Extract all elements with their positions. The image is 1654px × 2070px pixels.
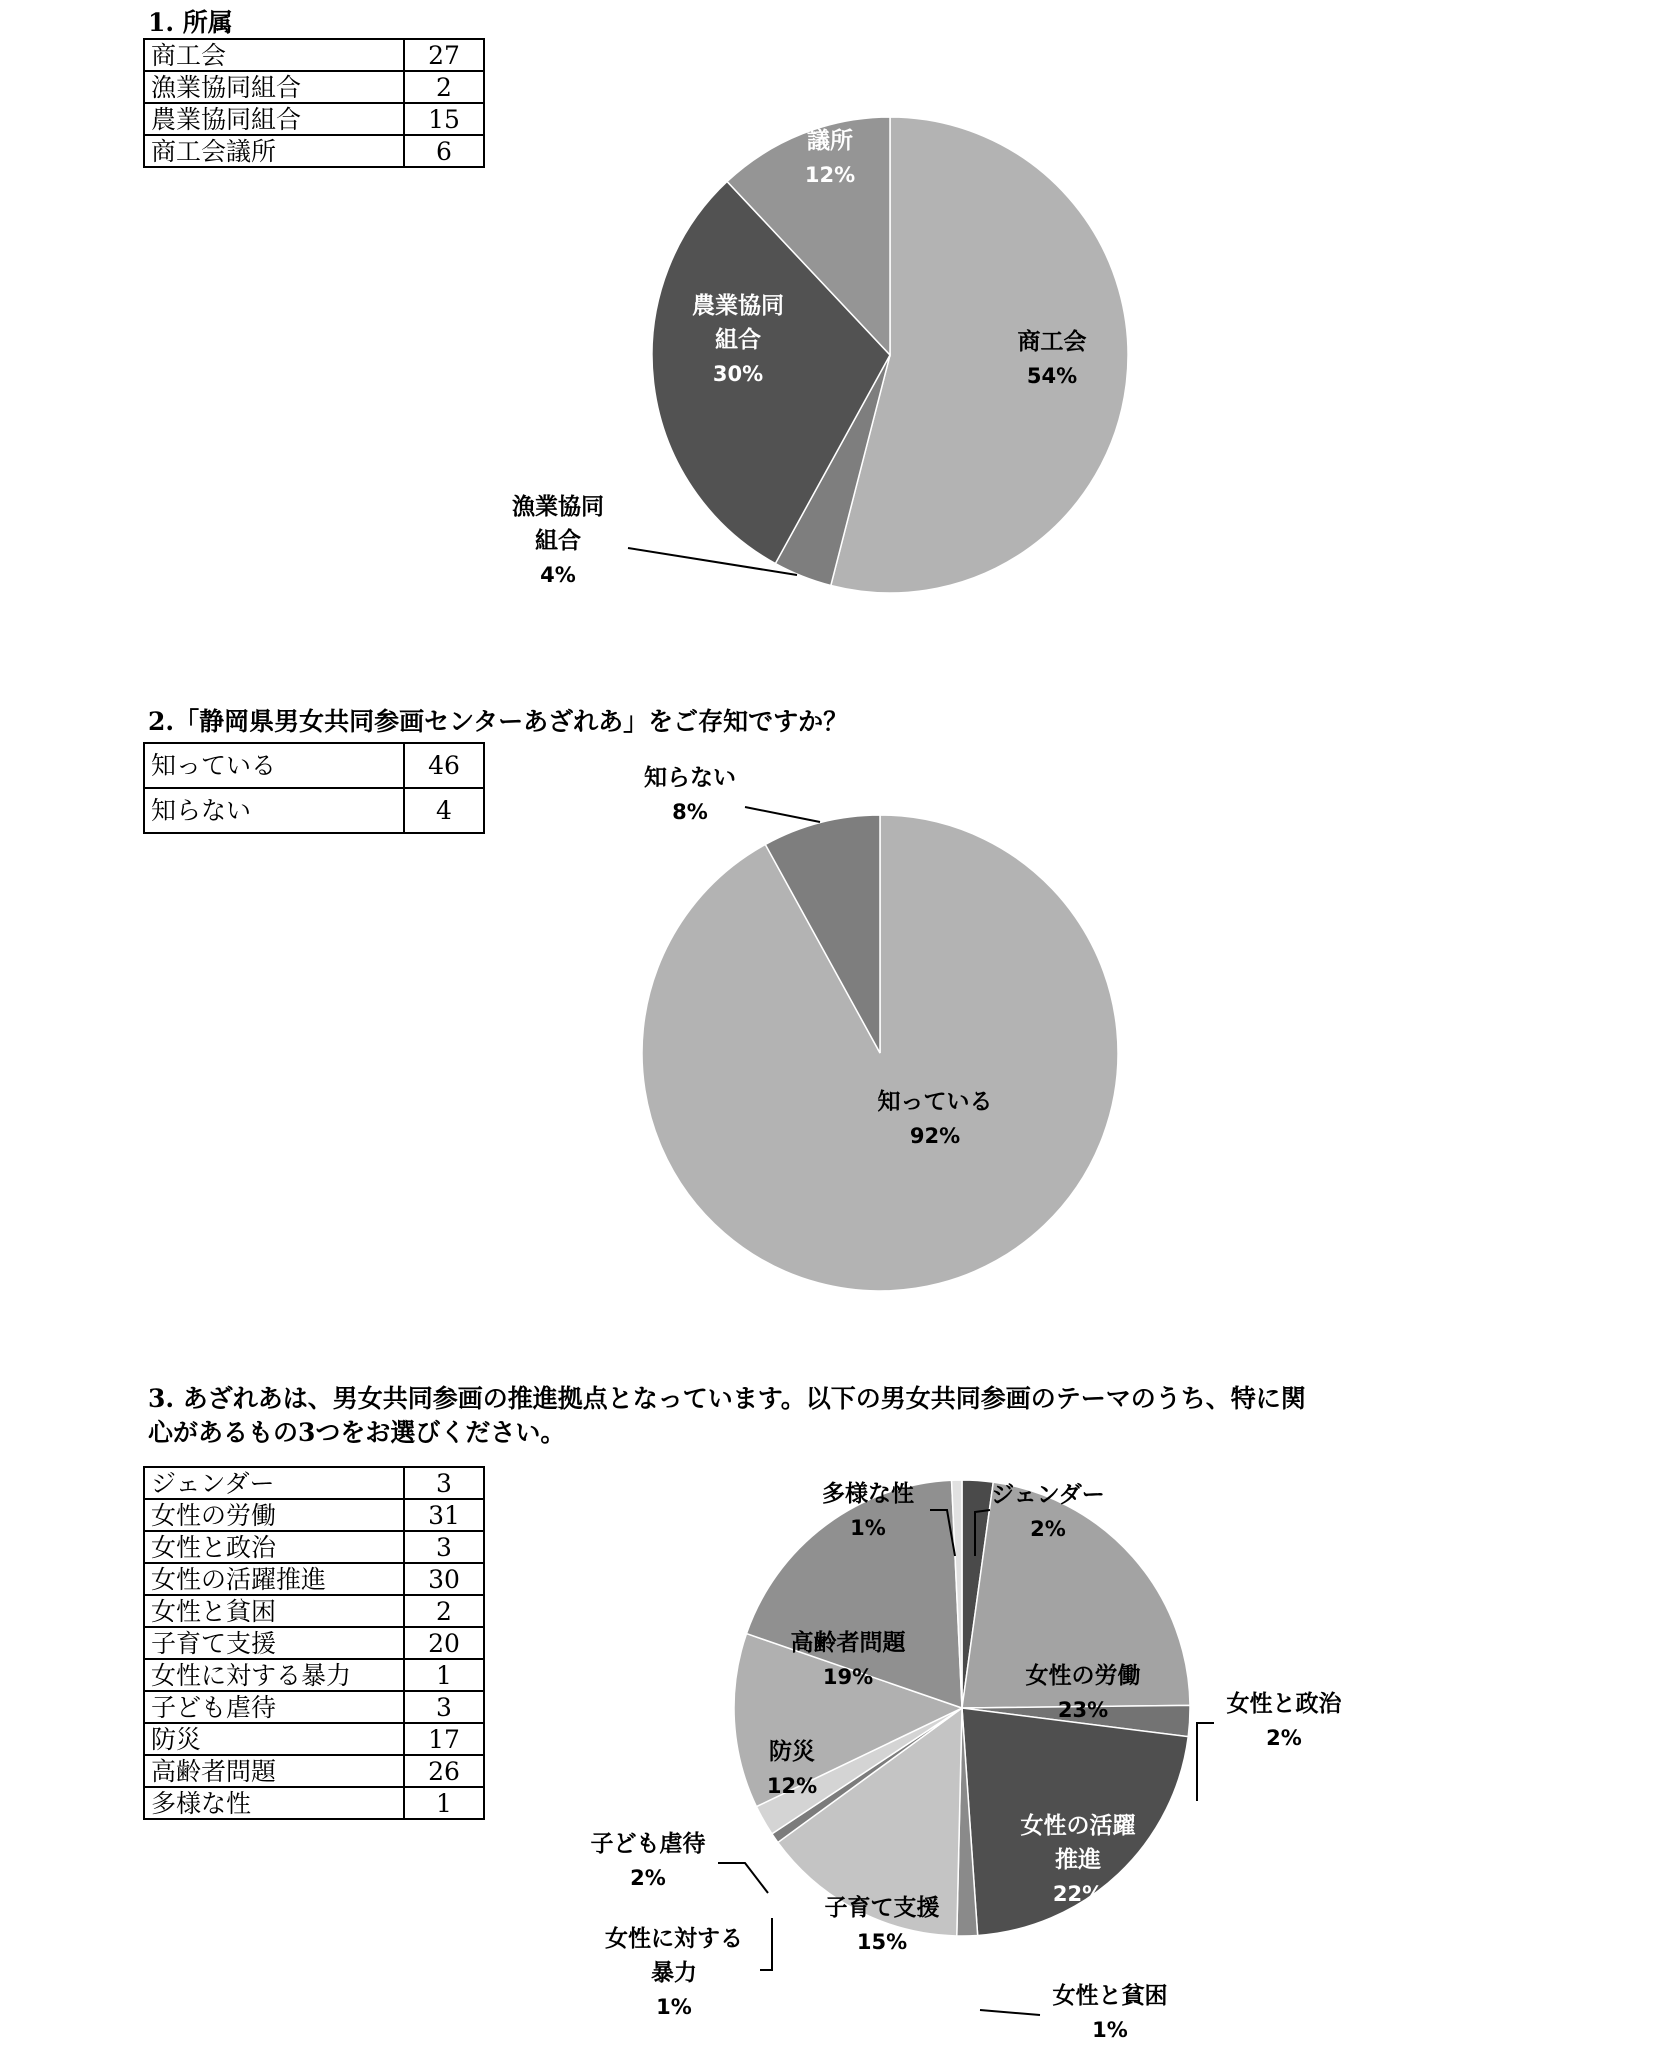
- section-2-heading: 2.「静岡県男女共同参画センターあざれあ」をご存知ですか？: [148, 707, 849, 736]
- table-cell-value: 3: [404, 1691, 484, 1723]
- table-cell-label: 女性と貧困: [144, 1595, 404, 1627]
- slice-label-line: 知らない: [644, 765, 736, 791]
- slice-percent: 1%: [850, 1516, 886, 1540]
- slice-label-line: 推進: [1055, 1847, 1101, 1873]
- table-cell-value: 30: [404, 1563, 484, 1595]
- pie-chart-2: [642, 765, 1118, 1291]
- slice-label: [1227, 1690, 1343, 1750]
- leader-line: [718, 1863, 768, 1893]
- section-3-heading-line2: 心があるもの3つをお選びください。: [148, 1418, 566, 1447]
- slice-percent: 4%: [540, 563, 576, 587]
- table-cell-label: 女性と政治: [144, 1531, 404, 1563]
- slice-label-line: 議所: [807, 128, 853, 154]
- slice-label-line: 女性と政治: [1226, 1691, 1342, 1717]
- slice-percent: 1%: [656, 1995, 692, 2019]
- slice-label-line: 女性の労働: [1025, 1663, 1141, 1689]
- slice-label-line: 農業協同: [692, 293, 784, 319]
- slice-label: [512, 493, 604, 587]
- slice-label-line: 漁業協同: [512, 494, 604, 520]
- table-cell-label: 女性の労働: [144, 1499, 404, 1531]
- slice-label-line: 組合: [715, 327, 761, 353]
- slice-label-line: 女性と貧困: [1052, 1983, 1168, 2009]
- slice-percent: 12%: [804, 163, 856, 187]
- table-cell-label: 農業協同組合: [144, 103, 404, 135]
- table-cell-label: 女性に対する暴力: [144, 1659, 404, 1691]
- slice-percent: 1%: [1092, 2018, 1128, 2042]
- table-cell-value: 17: [404, 1723, 484, 1755]
- table-cell-value: 31: [404, 1499, 484, 1531]
- table-cell-label: ジェンダー: [144, 1467, 404, 1499]
- pie-chart-3: [591, 1480, 1343, 2042]
- slice-percent: 22%: [1052, 1882, 1104, 1906]
- section-3-heading: 3. あざれあは、男女共同参画の推進拠点となっています。以下の男女共同参画のテーマのうち、特に関: [148, 1384, 1306, 1413]
- table-cell-value: 3: [404, 1531, 484, 1563]
- slice-percent: 30%: [712, 362, 764, 386]
- table-cell-label: 高齢者問題: [144, 1755, 404, 1787]
- table-cell-label: 商工会議所: [144, 135, 404, 167]
- section-1-heading: 1. 所属: [148, 8, 233, 37]
- table-cell-value: 26: [404, 1755, 484, 1787]
- table-cell-value: 2: [404, 1595, 484, 1627]
- slice-percent: 2%: [630, 1866, 666, 1890]
- slice-label-line: 暴力: [651, 1960, 697, 1986]
- slice-label-line: 防災: [769, 1739, 815, 1765]
- slice-label-line: 子ども虐待: [590, 1831, 706, 1857]
- slice-percent: 92%: [909, 1124, 961, 1148]
- leader-line: [980, 2010, 1040, 2015]
- table-cell-label: 知らない: [144, 788, 404, 833]
- slice-percent: 54%: [1026, 364, 1078, 388]
- slice-percent: 12%: [766, 1774, 818, 1798]
- slice-label-line: 女性の活躍: [1020, 1813, 1136, 1839]
- table-cell-label: 子育て支援: [144, 1627, 404, 1659]
- table-cell-value: 46: [404, 743, 484, 788]
- table-cell-value: 4: [404, 788, 484, 833]
- table-cell-value: 1: [404, 1659, 484, 1691]
- slice-label-line: 商工会: [795, 94, 865, 120]
- table-cell-label: 知っている: [144, 743, 404, 788]
- slice-percent: 19%: [822, 1665, 874, 1689]
- slice-label-line: 商工会: [1017, 329, 1087, 355]
- slice-label: [605, 1925, 743, 2019]
- slice-label: [644, 765, 736, 824]
- table-cell-value: 20: [404, 1627, 484, 1659]
- slice-percent: 2%: [1266, 1726, 1302, 1750]
- slice-label: [591, 1830, 706, 1890]
- slice-label-line: 女性に対する: [605, 1926, 743, 1952]
- table-cell-value: 3: [404, 1467, 484, 1499]
- slice-percent: 8%: [672, 800, 708, 824]
- table-cell-label: 商工会: [144, 39, 404, 71]
- leader-line: [1197, 1723, 1214, 1801]
- table-cell-label: 多様な性: [144, 1787, 404, 1819]
- slice-label-line: ジェンダー: [991, 1482, 1105, 1508]
- table-cell-value: 6: [404, 135, 484, 167]
- table-cell-label: 子ども虐待: [144, 1691, 404, 1723]
- slice-label-line: 知っている: [877, 1089, 993, 1115]
- table-cell-value: 27: [404, 39, 484, 71]
- table-cell-label: 女性の活躍推進: [144, 1563, 404, 1595]
- leader-line: [760, 1918, 772, 1970]
- slice-percent: 2%: [1030, 1517, 1066, 1541]
- pie-chart-1: [512, 93, 1128, 593]
- slice-label-line: 高齢者問題: [790, 1630, 906, 1656]
- table-cell-label: 漁業協同組合: [144, 71, 404, 103]
- slice-percent: 15%: [856, 1930, 908, 1954]
- slice-percent: 23%: [1057, 1698, 1109, 1722]
- table-cell-value: 15: [404, 103, 484, 135]
- slice-label-line: 多様な性: [822, 1481, 914, 1507]
- table-cell-value: 2: [404, 71, 484, 103]
- slice-label-line: 組合: [535, 528, 581, 554]
- table-cell-label: 防災: [144, 1723, 404, 1755]
- slice-label: [1053, 1982, 1168, 2042]
- leader-line: [745, 807, 820, 822]
- table-cell-value: 1: [404, 1787, 484, 1819]
- slice-label-line: 子育て支援: [824, 1895, 940, 1921]
